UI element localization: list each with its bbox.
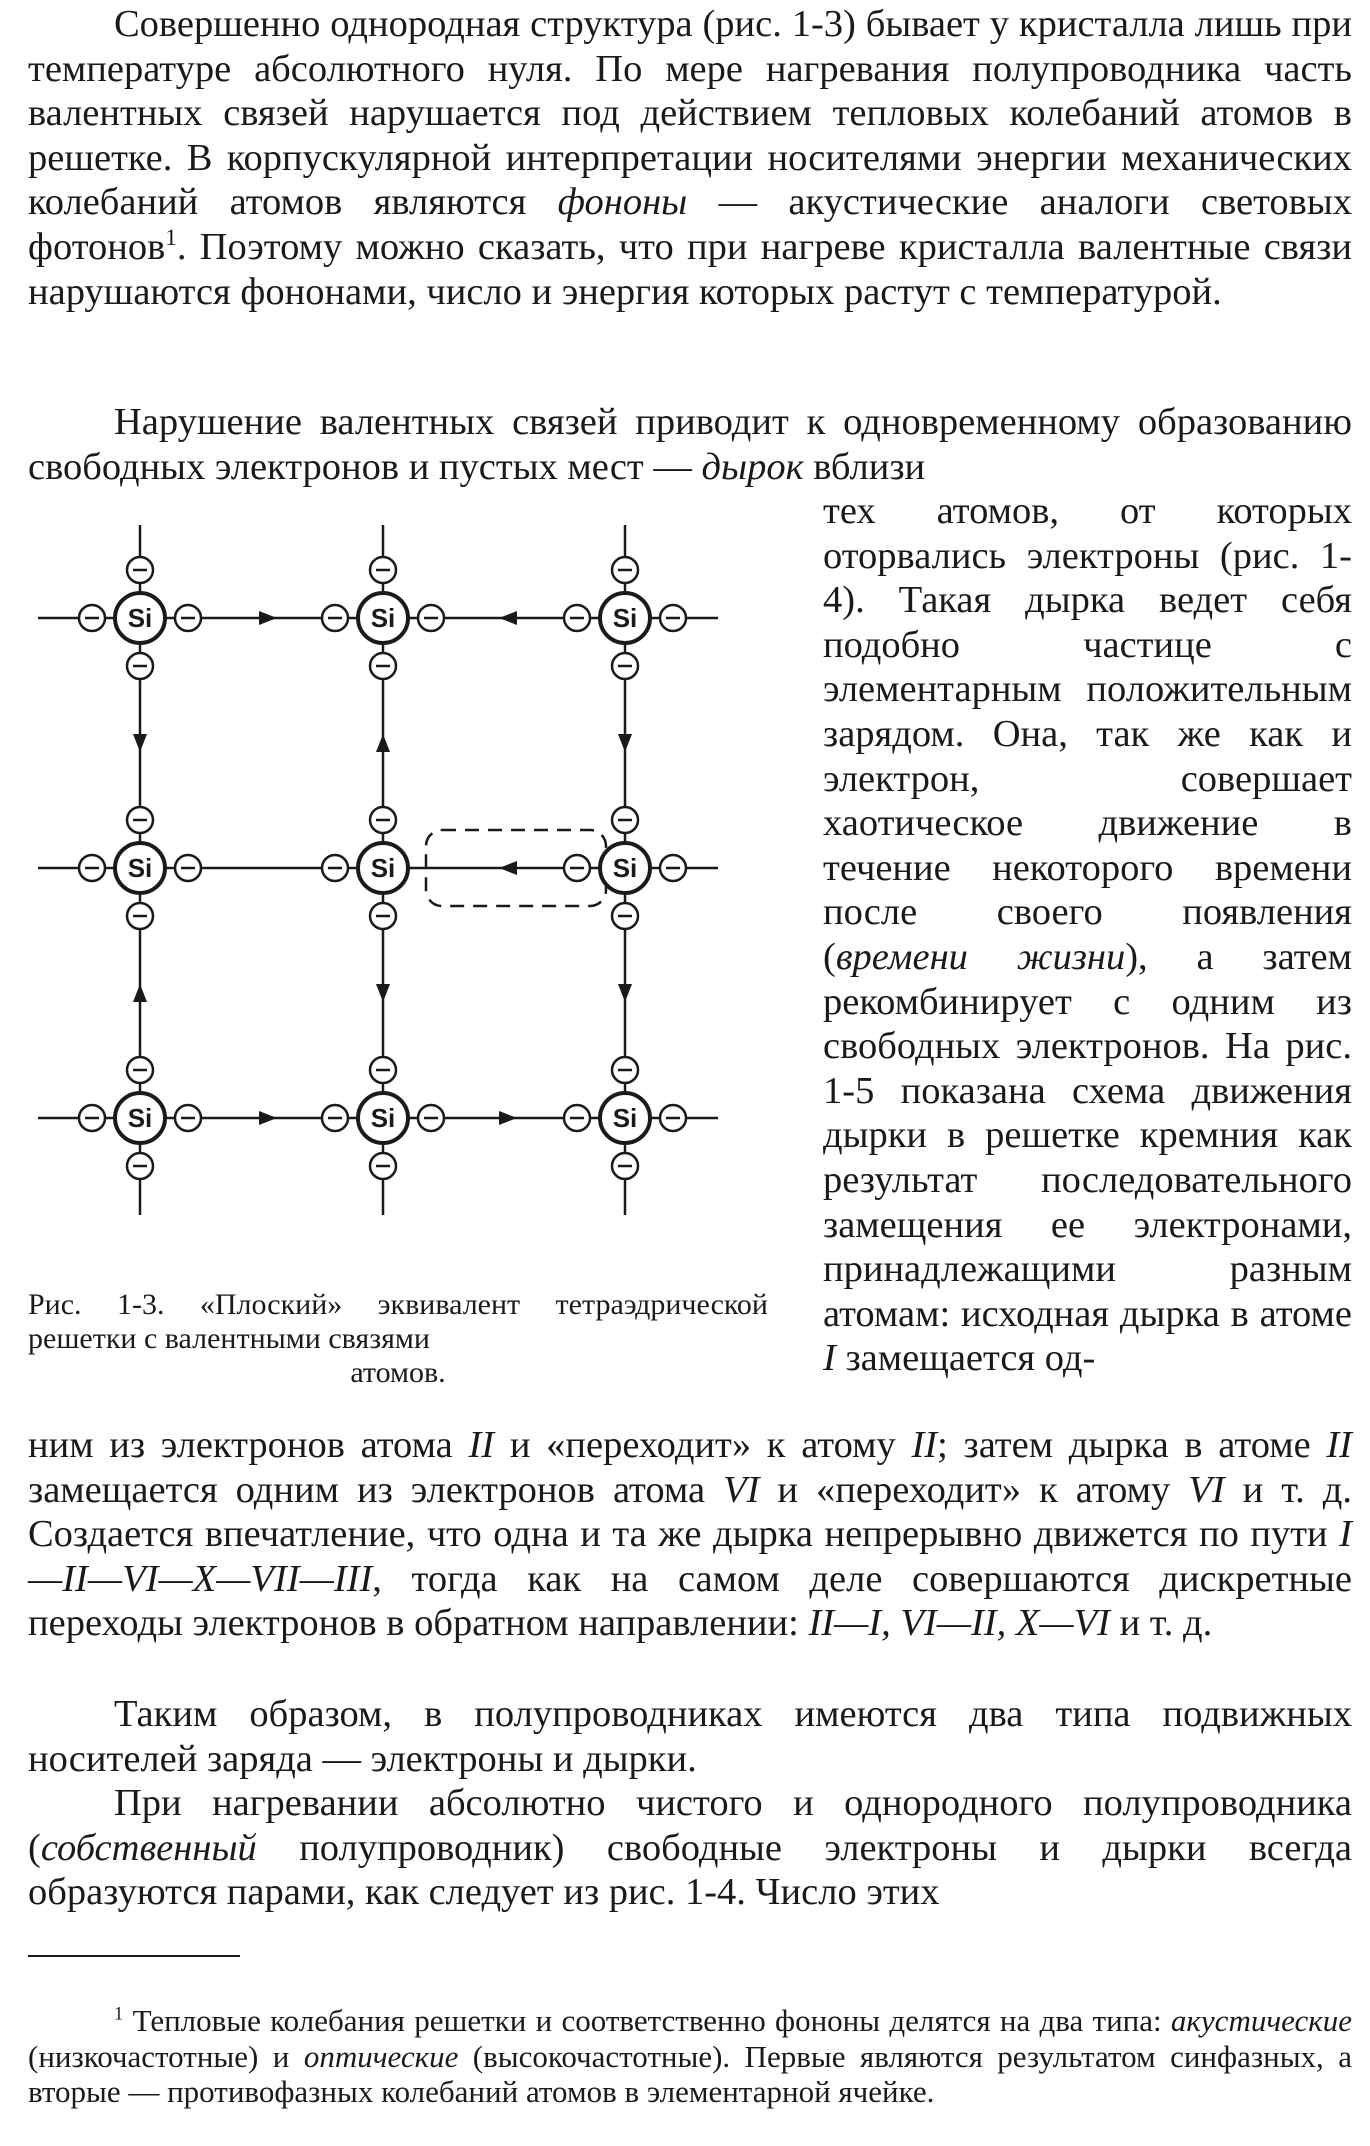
p2c-e3: II (1326, 1424, 1353, 1466)
p2c-e7: II—I, VI—II, X—VI (808, 1602, 1110, 1645)
fn-text-b: (низкочастотные) и (28, 2038, 304, 2074)
si-atom-label-2-1: Si (370, 1103, 396, 1133)
para4-term-intrinsic: собственный (40, 1826, 257, 1869)
si-atom-label-0-2: Si (612, 603, 638, 633)
p2c-e4: VI (723, 1468, 760, 1511)
si-atom-label-1-0: Si (127, 853, 153, 883)
bond-arrow-2 (133, 734, 147, 752)
p2c-e1: II (468, 1424, 495, 1466)
rc-term-lifetime: времени жизни (835, 935, 1126, 978)
caption-last-line: атомов. (350, 1356, 446, 1389)
fn-term-acoustic: акустические (1170, 2003, 1352, 2038)
si-atom-label-2-2: Si (612, 1103, 638, 1133)
paragraph-2-continued (28, 1423, 1352, 1646)
p2c-t3: ; затем дырка в атоме (937, 1424, 1327, 1466)
rc-text-b: ), а затем рекомбинирует с одним из свободных электронов. На рис. 1-5 показана схема движения дырки в решетке кремния как результат последовательного замещения ее электронами, принадлежащими разным атомам: исходная дырка в атоме (823, 935, 1352, 1335)
footnote (28, 2003, 1352, 2110)
figure-1-3 (28, 505, 788, 1225)
paragraph-2 (28, 400, 1352, 489)
bond-arrow-3 (376, 734, 390, 752)
footnote-divider (28, 1955, 240, 1957)
bond-arrow-6 (376, 984, 390, 1002)
paragraph-3: Таким образом, в полупроводниках имеются два типа подвижных носителей заряда — электроны и дырки. (28, 1693, 1352, 1780)
bond-arrow-9 (259, 1111, 277, 1125)
si-atom-label-0-0: Si (127, 603, 153, 633)
p2c-t4: замещается одним из электронов атома (28, 1468, 724, 1511)
bond-arrow-8 (133, 984, 147, 1002)
paragraph-1 (28, 2, 1352, 314)
para1-term-phonons: фононы (557, 181, 688, 224)
footnote-ref[interactable]: 1 (165, 224, 177, 251)
para4-text-a: При нагревании абсолютно чистого и однородного полупроводника ( (28, 1782, 1352, 1869)
bond-arrow-5 (499, 861, 517, 875)
para1-text-b: — акустические аналоги световых фотонов (28, 181, 1352, 268)
si-atom-label-0-1: Si (370, 603, 396, 633)
figure-caption (28, 1288, 768, 1390)
rc-text-c: замещается од- (835, 1337, 1096, 1380)
para2-text-b: вблизи (803, 445, 926, 488)
fn-text-a: Тепловые колебания решетки и соответственно фононы делятся на два типа: (123, 2003, 1171, 2038)
bond-arrow-0 (259, 611, 277, 625)
bond-arrow-1 (499, 611, 517, 625)
para2-text-a: Нарушение валентных связей приводит к одновременному образованию свободных электронов и пустых мест — (28, 401, 1352, 488)
p2c-t6: и т. д. Создается впечатление, что одна и та же дырка непрерывно движется по пути (28, 1468, 1352, 1556)
p2c-t1: ним из электронов атома (28, 1424, 469, 1466)
p2c-t5: и «переходит» к атому (759, 1468, 1189, 1511)
p2c-e6: I—II—VI—X—VII—III (28, 1513, 1352, 1600)
p2c-t7: , тогда как на самом деле совершаются дискретные переходы электронов в обратном направлении: (28, 1557, 1352, 1645)
paragraph-4 (28, 1781, 1352, 1915)
right-column-text (823, 489, 1352, 1381)
bond-arrow-4 (618, 734, 632, 752)
fn-text-c: (высокочастотные). Первые являются результатом синфазных, а вторые — противофазных колебаний атомов в элементарной ячейке. (28, 2038, 1352, 2109)
lattice-diagram (28, 505, 788, 1225)
para2-term-holes: дырок (701, 445, 804, 488)
fn-term-optical: оптические (303, 2038, 459, 2074)
para1-text-c: . Поэтому можно сказать, что при нагреве кристалла валентные связи нарушаются фононами, число и энергия которых растут с температурой. (28, 225, 1352, 313)
bond-arrow-7 (618, 984, 632, 1002)
si-atom-label-1-1: Si (370, 853, 396, 883)
p2c-t2: и «переходит» к атому (494, 1424, 912, 1466)
si-atom-label-1-2: Si (612, 853, 638, 883)
bond-arrow-10 (499, 1111, 517, 1125)
footnote-marker: 1 (114, 2003, 124, 2025)
si-atom-label-2-0: Si (127, 1103, 153, 1133)
p2c-e2: II (911, 1424, 938, 1466)
para1-text-a: Совершенно однородная структура (рис. 1-3) бывает у кристалла лишь при температуре абсолютного нуля. По мере нагревания полупроводника часть валентных связей нарушается под действием тепловых колебаний атомов в решетке. В корпускулярной интерпретации носителями энергии механических колебаний атомов являются (28, 3, 1352, 224)
caption-main: Рис. 1-3. «Плоский» эквивалент тетраэдрической решетки с валентными связями (28, 1288, 768, 1355)
para4-text-b: полупроводник) свободные электроны и дырки всегда образуются парами, как следует из рис. 1-4. Число этих (28, 1826, 1352, 1914)
rc-atom-I: I (823, 1337, 836, 1380)
p2c-t8: и т. д. (1109, 1602, 1213, 1645)
rc-text-a: тех атомов, от которых оторвались электроны (рис. 1-4). Такая дырка ведет себя подобно частице с элементарным положительным зарядом. Она, так же как и электрон, совершает хаотическое движение в течение некоторого времени после своего появления ( (823, 490, 1352, 978)
p2c-e5: VI (1188, 1468, 1225, 1511)
